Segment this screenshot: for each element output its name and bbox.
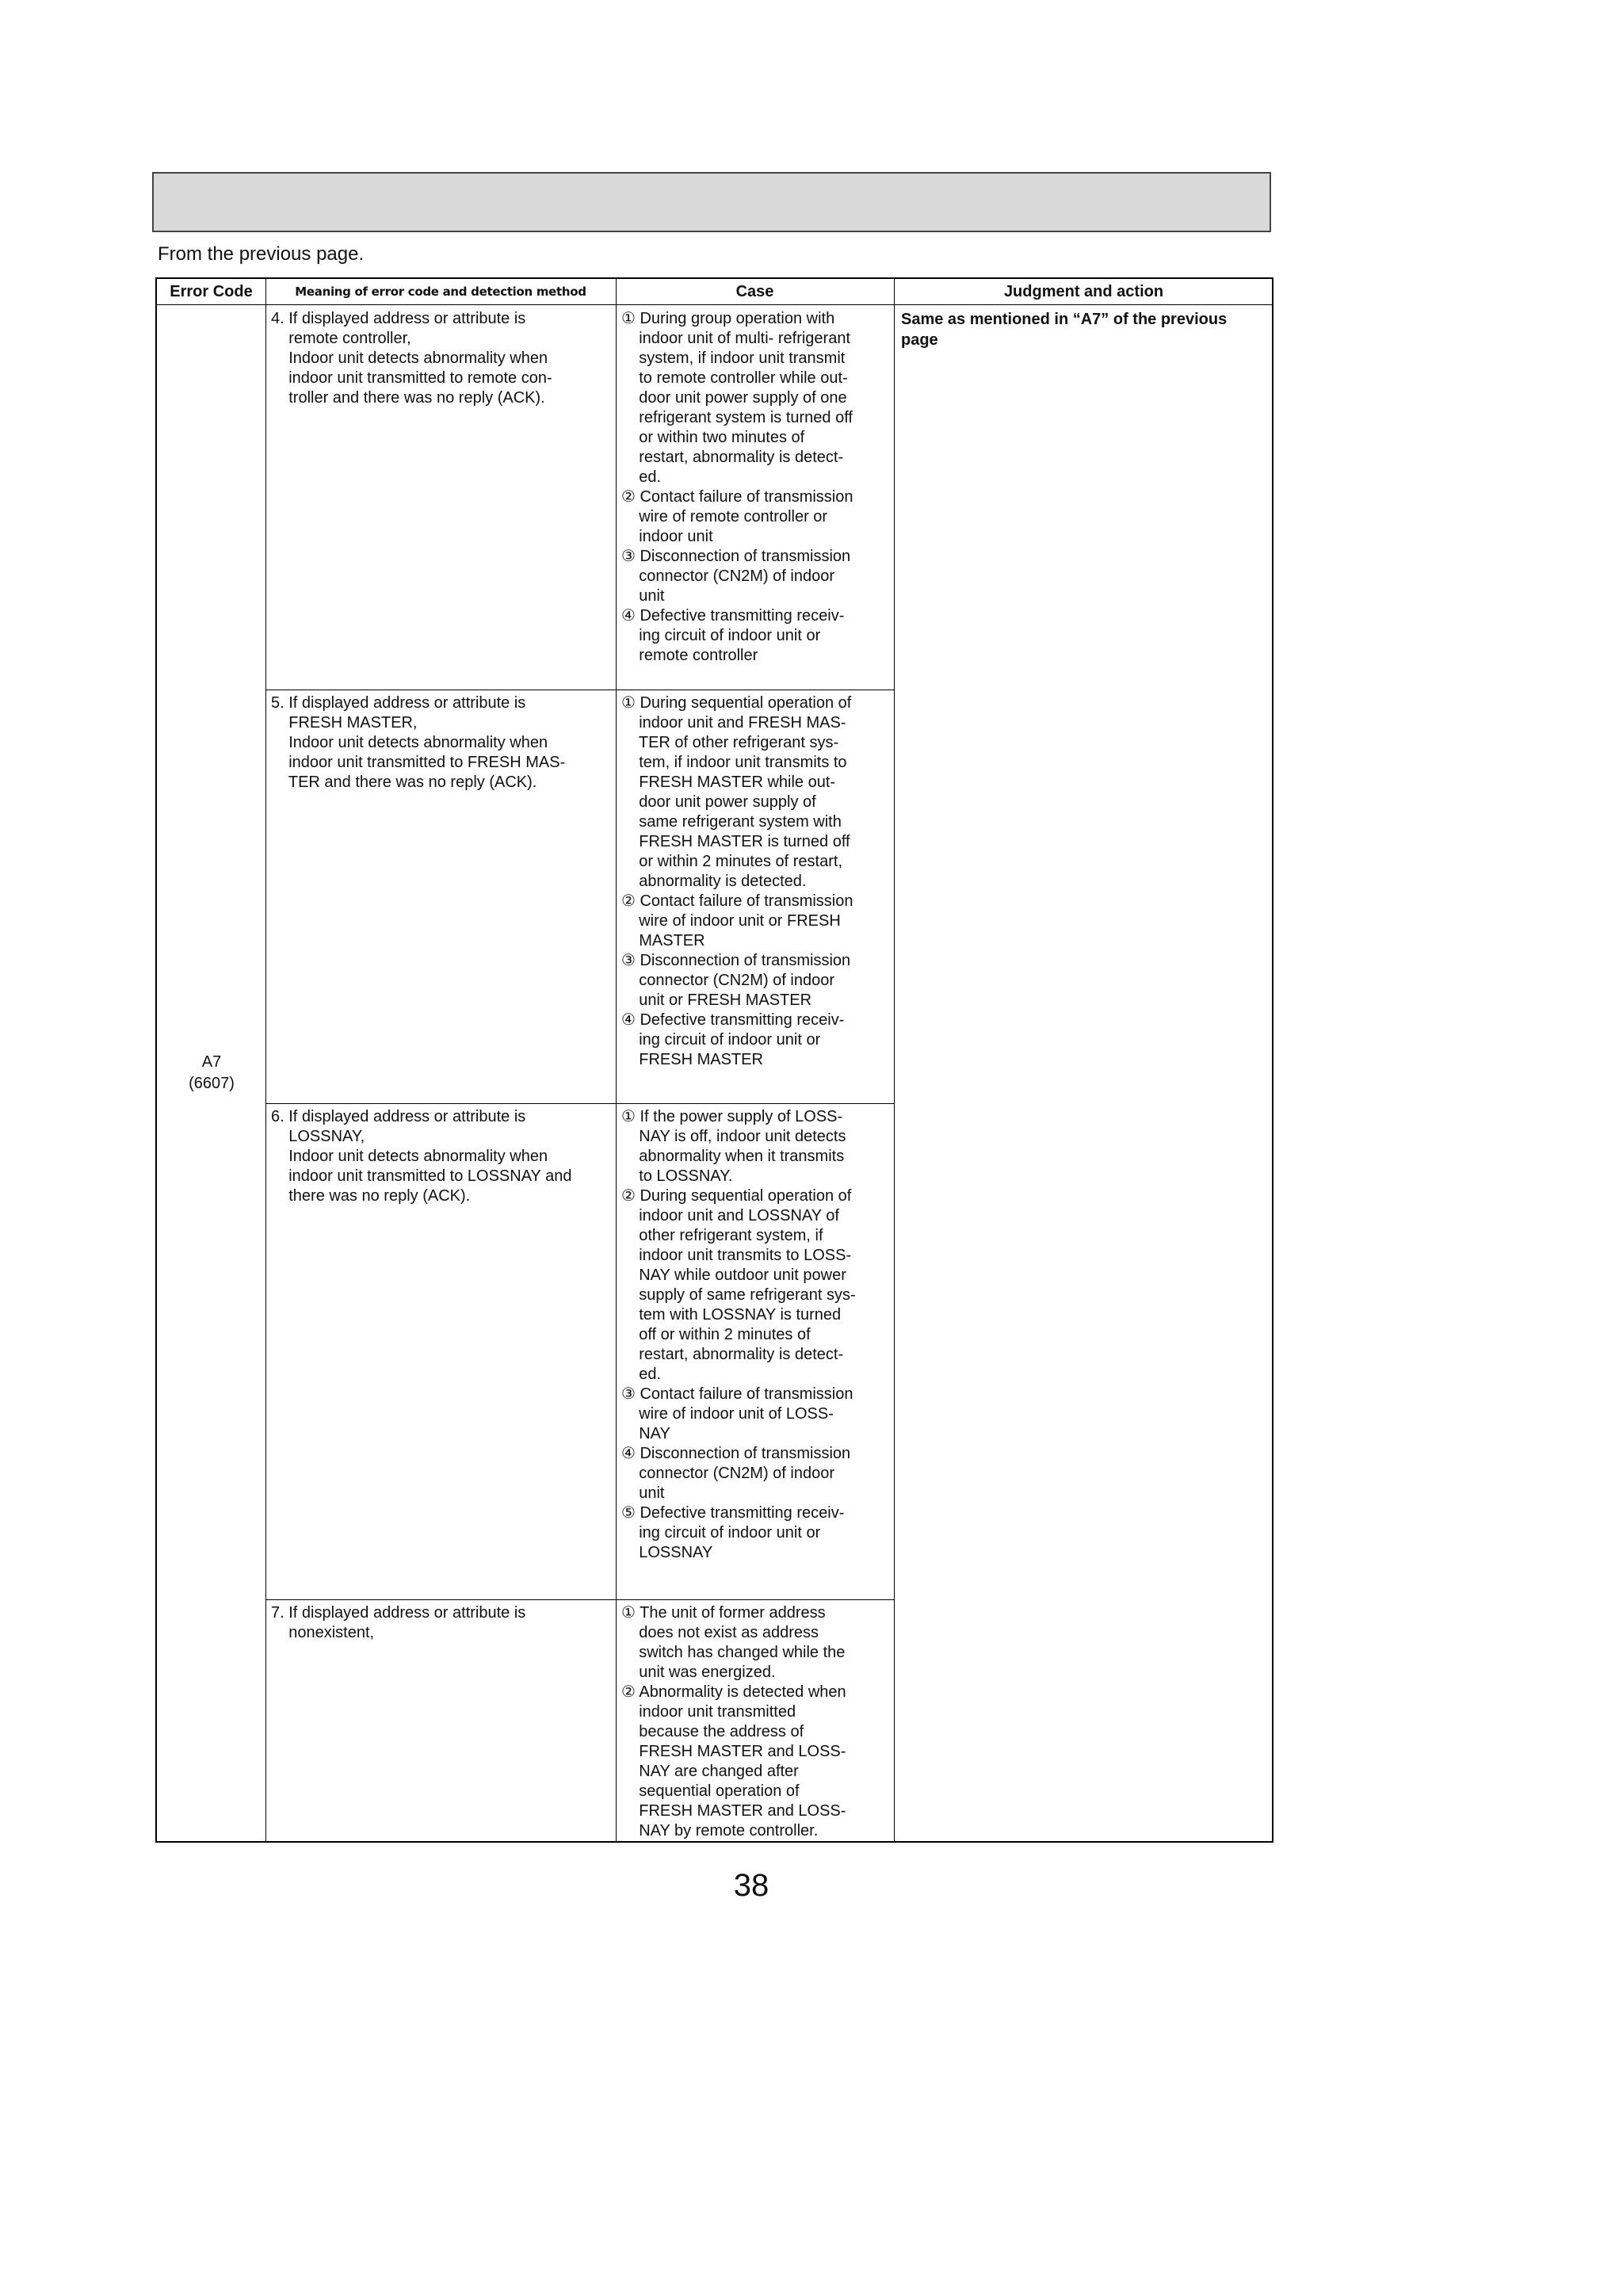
row-divider <box>265 1103 894 1104</box>
judgment-text: Same as mentioned in “A7” of the previous page <box>901 311 1228 349</box>
continued-note: From the previous page. <box>158 243 365 265</box>
meaning-row-6: 6. If displayed address or attribute is LOSSNAY, Indoor unit detects abnormality when indoor unit transmitted to LOSSNAY and there was no reply (ACK). <box>271 1108 572 1205</box>
section-title-banner <box>152 172 1271 232</box>
page-number: 38 <box>733 1868 769 1903</box>
error-code: A7 <box>201 1053 222 1071</box>
meaning-row-7: 7. If displayed address or attribute is nonexistent, <box>271 1604 526 1641</box>
header-case: Case <box>735 283 774 300</box>
error-number: (6607) <box>189 1075 235 1092</box>
case-row-5: ① During sequential operation of indoor unit and FRESH MAS- TER of other refrigerant sys- tem, if indoor unit transmits to FRESH MASTER while out- door unit power supply of same refrigerant system with FRESH MASTER is turned off or within 2 minutes of restart, abnormality is detected. ② Contact failure of transmission wire of indoor unit or FRESH MASTER ③ Disconnection of transmission connector (CN2M) of indoor unit or FRESH MASTER ④ Defective transmitting receiv- ing circuit of indoor unit or FRESH MASTER <box>621 694 853 1068</box>
meaning-row-5: 5. If displayed address or attribute is FRESH MASTER, Indoor unit detects abnormality when indoor unit transmitted to FRESH MAS- TER and there was no reply (ACK). <box>271 694 566 791</box>
case-row-4: ① During group operation with indoor unit of multi- refrigerant system, if indoor unit transmit to remote controller while out- door unit power supply of one refrigerant system is turned off or within two minutes of restart, abnormality is detect- ed. ② Contact failure of transmission wire of remote controller or indoor unit ③ Disconnection of transmission connector (CN2M) of indoor unit ④ Defective transmitting receiv- ing circuit of indoor unit or remote controller <box>621 310 853 664</box>
case-row-7: ① The unit of former address does not exist as address switch has changed while the unit was energized. ② Abnormality is detected when indoor unit transmitted because the address of FRESH MASTER and LOSS- NAY are changed after sequential operation of FRESH MASTER and LOSS- NAY by remote controller. <box>621 1604 846 1839</box>
header-error-code: Error Code <box>170 283 253 300</box>
header-meaning: Meaning of error code and detection method <box>295 285 586 299</box>
header-divider <box>157 304 1272 305</box>
header-judgment: Judgment and action <box>1003 283 1164 300</box>
meaning-row-4: 4. If displayed address or attribute is remote controller, Indoor unit detects abnormality when indoor unit transmitted to remote con- troller and there was no reply (ACK). <box>271 310 552 407</box>
case-row-6: ① If the power supply of LOSS- NAY is off, indoor unit detects abnormality when it transmits to LOSSNAY. ② During sequential operation of indoor unit and LOSSNAY of other refrigerant system, if indoor unit transmits to LOSS- NAY while outdoor unit power supply of same refrigerant sys- tem with LOSSNAY is turned off or within 2 minutes of restart, abnormality is detect- ed. ③ Contact failure of transmission wire of indoor unit of LOSS- NAY ④ Disconnection of transmission connector (CN2M) of indoor unit ⑤ Defective transmitting receiv- ing circuit of indoor unit or LOSSNAY <box>621 1108 856 1561</box>
row-divider <box>265 1599 894 1600</box>
error-code-table <box>155 277 1273 1843</box>
column-divider <box>894 279 895 1841</box>
column-divider <box>616 279 617 1841</box>
